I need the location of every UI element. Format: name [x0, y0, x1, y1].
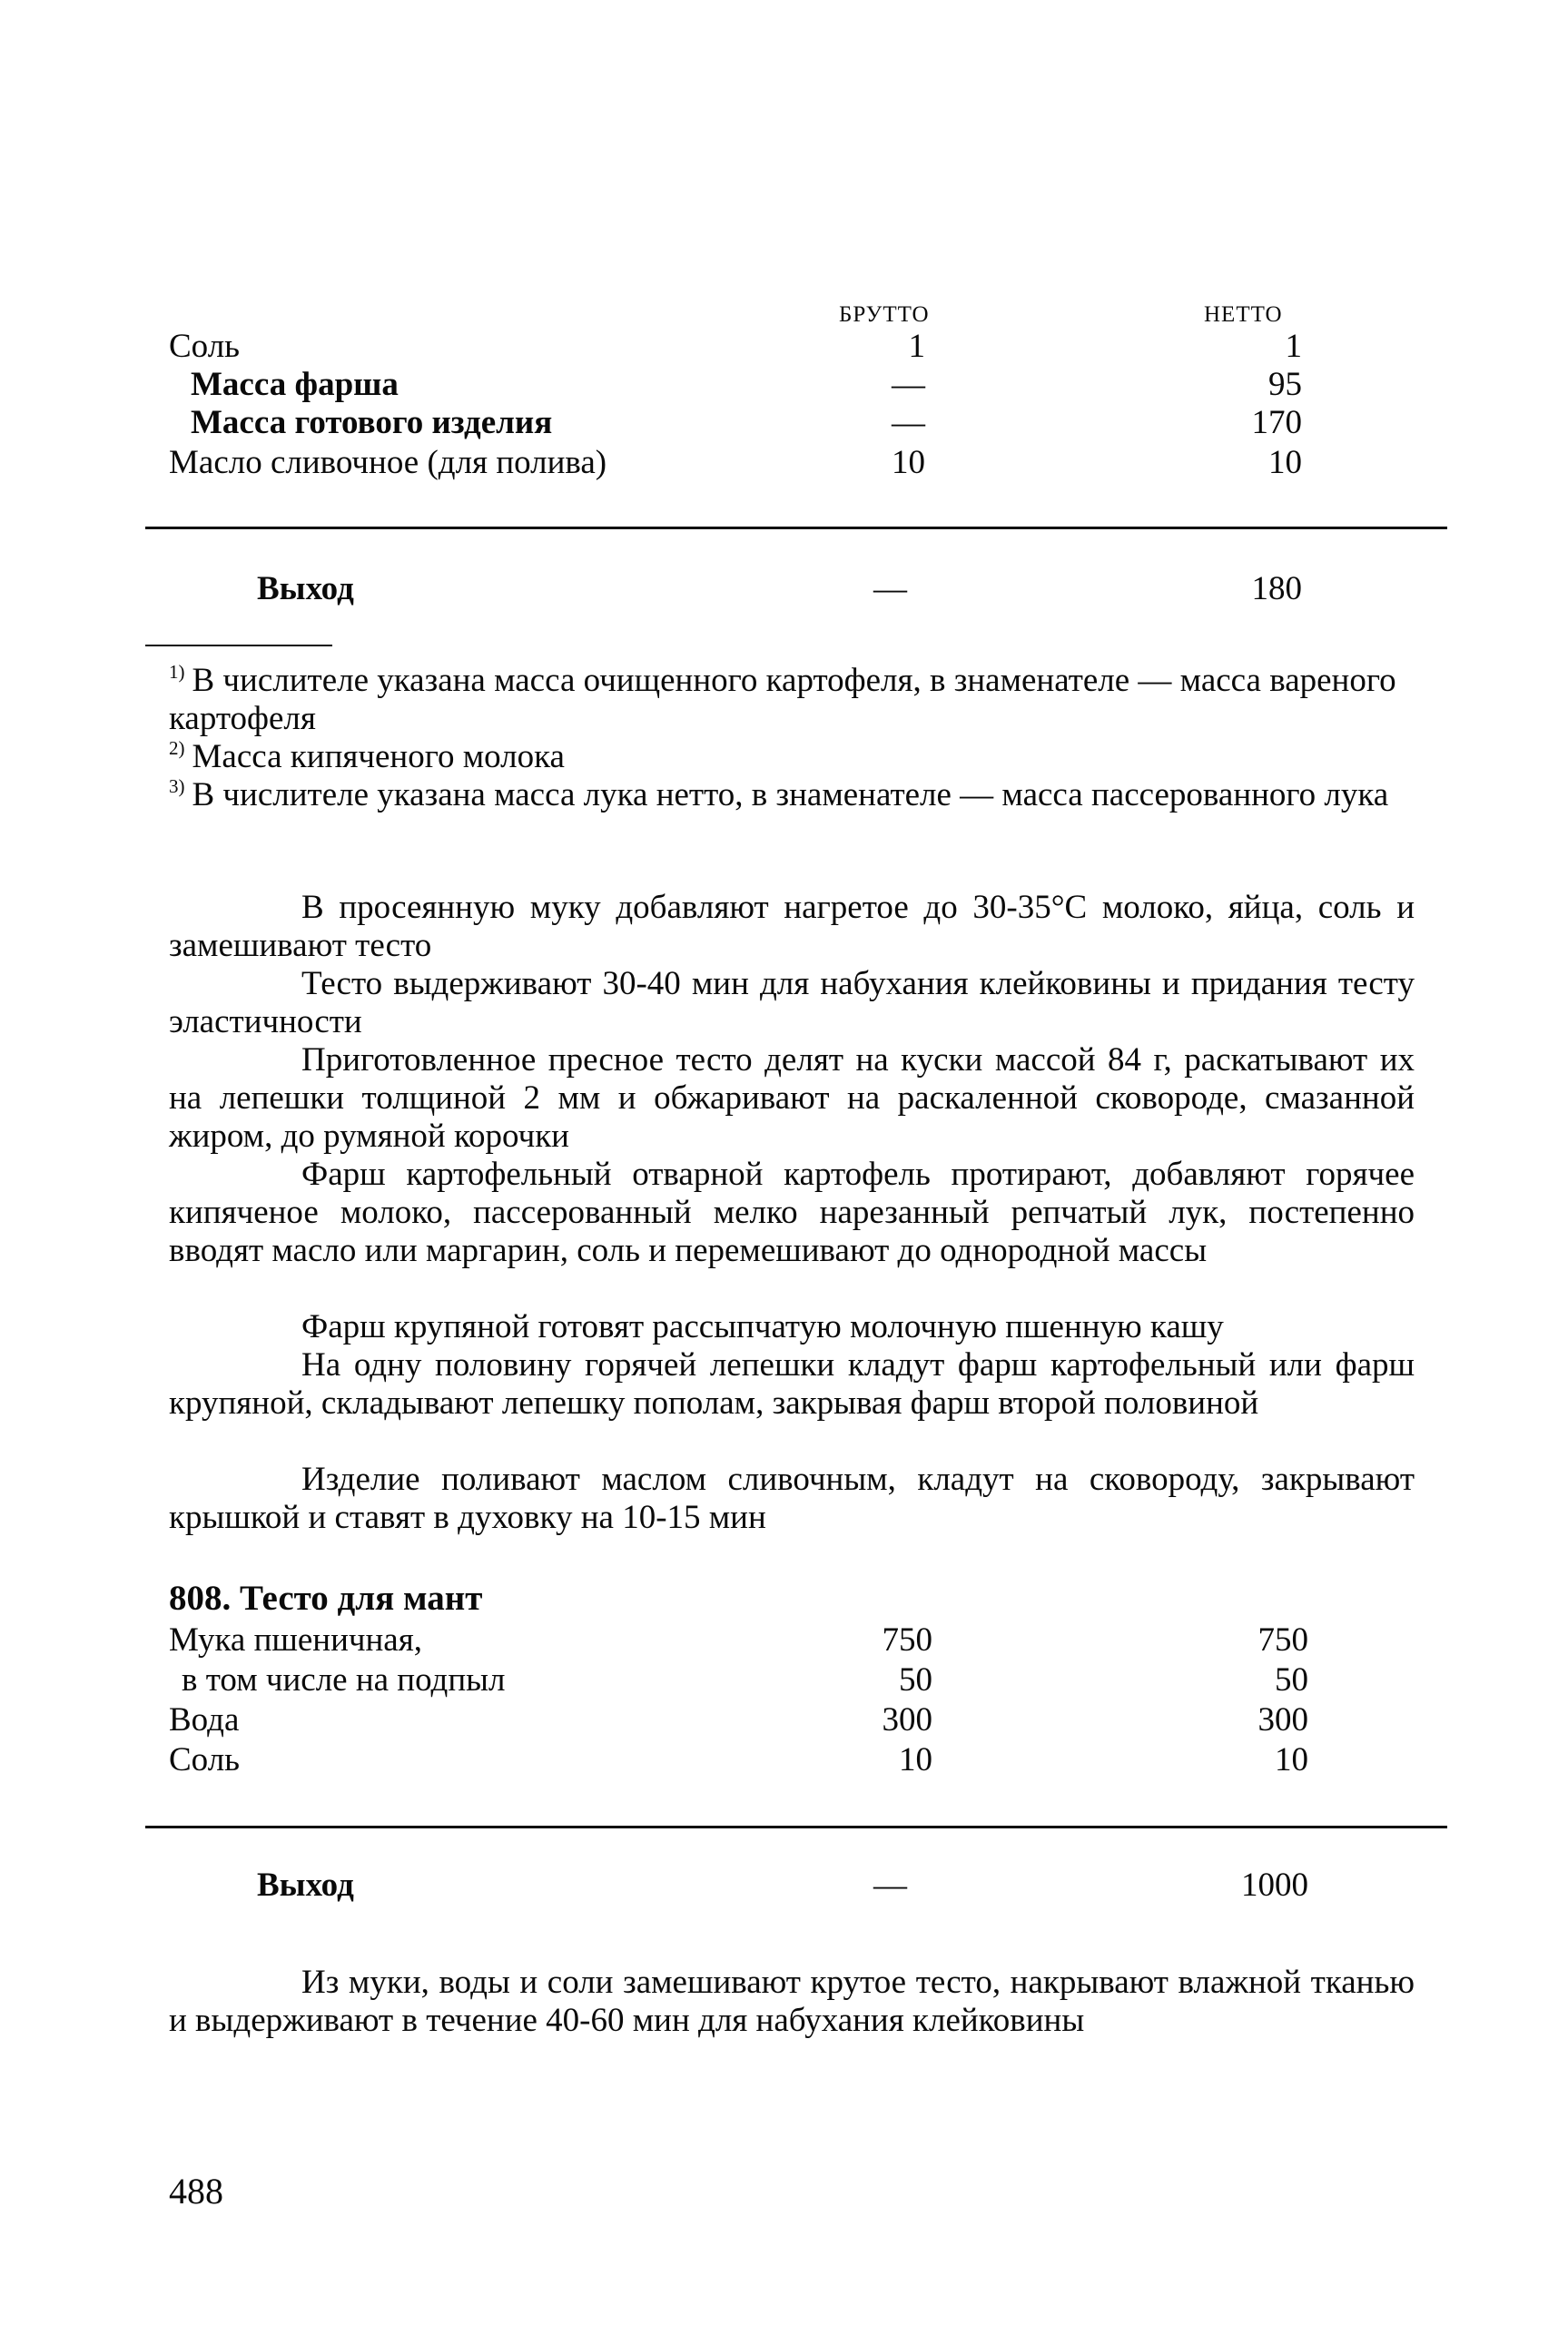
ingredient-name: в том числе на подпыл [182, 1661, 506, 1699]
ingredient-name: Мука пшеничная, [169, 1621, 422, 1659]
ingredient-name: Соль [169, 1741, 241, 1778]
footnote [169, 767, 1415, 814]
table-row [0, 327, 1568, 370]
footnote-mark: 2) [169, 737, 185, 759]
netto-value: 50 [1275, 1661, 1308, 1699]
instruction-paragraph: В просеянную муку добавляют нагретое до 30-35°C молоко, яйца, соль и замешивают тесто [169, 889, 1415, 964]
netto-value: 300 [1257, 1701, 1308, 1739]
netto-value: 750 [1257, 1621, 1308, 1659]
yield-netto: 1000 [1241, 1867, 1308, 1904]
netto-value: 95 [1268, 366, 1302, 403]
recipe-title: 808. Тесто для мант [169, 1579, 483, 1618]
brutto-value: 300 [882, 1701, 932, 1739]
netto-value: 10 [1275, 1741, 1308, 1778]
ingredient-name: Масса готового изделия [191, 404, 553, 441]
yield-netto: 180 [1251, 570, 1302, 607]
table-divider [145, 527, 1447, 529]
instruction-paragraph: Тесто выдерживают 30-40 мин для набухания клейковины и придания тесту эластичности [169, 965, 1415, 1040]
netto-value: 1 [1285, 328, 1302, 365]
footnote-text: В числителе указана масса лука нетто, в знаменателе — масса пассерованного лука [192, 776, 1389, 813]
brutto-value: — [892, 366, 925, 403]
footnote [169, 653, 1415, 738]
yield-brutto: — [873, 570, 907, 607]
footnote-rule [145, 645, 332, 646]
ingredient-name: Вода [169, 1701, 240, 1739]
instruction-paragraph: На одну половину горячей лепешки кладут фарш картофельный или фарш крупяной, складывают лепешку пополам, закрывая фарш второй половиной [169, 1346, 1415, 1422]
footnote-mark: 1) [169, 661, 185, 683]
page-number: 488 [169, 2171, 223, 2212]
column-header-netto: НЕТТО [1204, 302, 1283, 327]
table-divider [145, 1826, 1447, 1828]
footnote-text: В числителе указана масса очищенного картофеля, в знаменателе — масса вареного картофеля [169, 662, 1396, 737]
yield-label: Выход [257, 1867, 354, 1904]
instruction-paragraph: Изделие поливают маслом сливочным, кладут на сковороду, закрывают крышкой и ставят в духовку на 10-15 мин [169, 1461, 1415, 1536]
ingredient-name: Масса фарша [191, 366, 399, 403]
brutto-value: 10 [899, 1741, 932, 1778]
table-row [0, 443, 1568, 487]
table-row [0, 1660, 1568, 1704]
column-header-brutto: БРУТТО [839, 302, 930, 327]
ingredient-name: Масло сливочное (для полива) [169, 444, 607, 481]
instruction-paragraph: Приготовленное пресное тесто делят на куски массой 84 г, раскатывают их на лепешки толщиной 2 мм и обжаривают на раскаленной сковороде, смазанной жиром, до румяной корочки [169, 1041, 1415, 1155]
brutto-value: 1 [908, 328, 925, 365]
instruction-paragraph: Фарш крупяной готовят рассыпчатую молочную пшенную кашу [301, 1308, 1224, 1345]
table-row [0, 403, 1568, 447]
instruction-paragraph: Из муки, воды и соли замешивают крутое тесто, накрывают влажной тканью и выдерживают в течение 40-60 мин для набухания клейковины [169, 1964, 1415, 2039]
table-row [0, 1621, 1568, 1664]
brutto-value: 750 [882, 1621, 932, 1659]
instruction-paragraph: Фарш картофельный отварной картофель протирают, добавляют горячее кипяченое молоко, пассерованный мелко нарезанный репчатый лук, постепенно вводят масло или маргарин, соль и перемешивают до однородной массы [169, 1156, 1415, 1269]
table-row [0, 365, 1568, 409]
table-row [0, 1700, 1568, 1744]
brutto-value: 50 [899, 1661, 932, 1699]
yield-brutto: — [873, 1867, 907, 1904]
netto-value: 170 [1251, 404, 1302, 441]
table-row [0, 1740, 1568, 1784]
yield-label: Выход [257, 570, 354, 607]
footnote-text: Масса кипяченого молока [192, 738, 565, 775]
netto-value: 10 [1268, 444, 1302, 481]
footnote-mark: 3) [169, 775, 185, 797]
brutto-value: — [892, 404, 925, 441]
ingredient-name: Соль [169, 328, 241, 365]
brutto-value: 10 [892, 444, 925, 481]
